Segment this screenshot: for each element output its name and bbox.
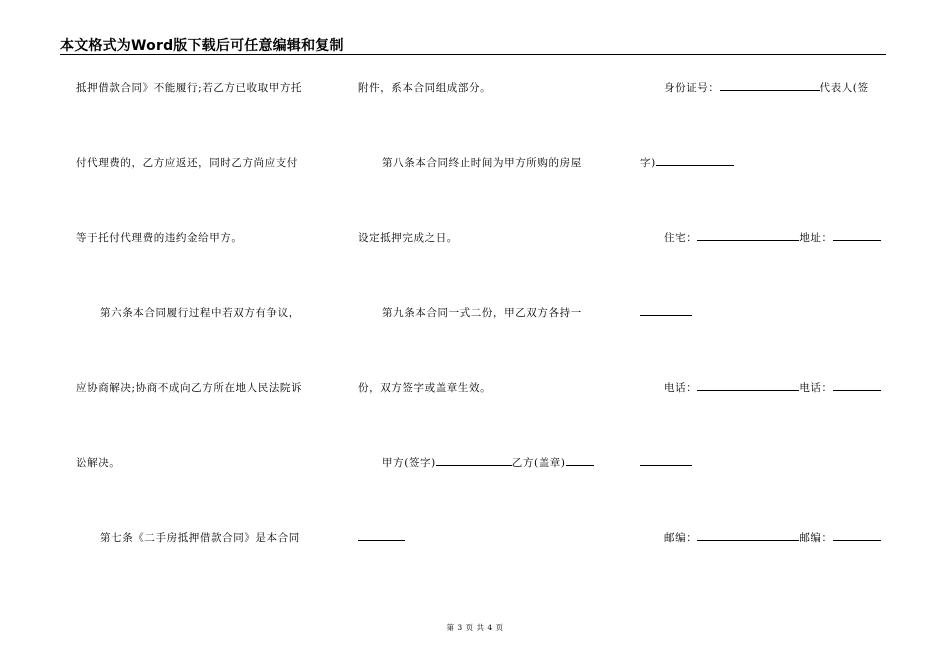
address-continuation-blank — [640, 305, 692, 316]
residence-label: 住宅： — [664, 232, 698, 244]
representative-sign-line — [640, 155, 734, 170]
page-number-footer: 第 3 页 共 4 页 — [446, 623, 504, 632]
col1-line-7: 第七条《二手房抵押借款合同》是本合同 — [100, 532, 300, 544]
address-label: 地址： — [799, 232, 833, 244]
postcode-label-1: 邮编： — [664, 532, 698, 544]
signature-line — [382, 455, 594, 470]
address-blank — [833, 230, 881, 241]
id-number-blank — [720, 80, 820, 91]
col1-line-1: 抵押借款合同》不能履行;若乙方已收取甲方托 — [76, 82, 303, 94]
representative-label: 代表人(签 — [819, 82, 869, 94]
phone-label-2: 电话： — [799, 382, 833, 394]
phone-continuation-blank — [640, 455, 692, 466]
phone-line — [664, 380, 881, 395]
party-b-seal-blank — [566, 455, 594, 466]
address-continuation-line — [640, 305, 692, 319]
header-divider — [60, 54, 886, 55]
col1-line-3: 等于托付代理费的违约金给甲方。 — [76, 232, 243, 244]
document-header-title: 本文格式为Word版下载后可任意编辑和复制 — [60, 38, 344, 54]
phone-blank-2 — [833, 380, 881, 391]
col1-line-4: 第六条本合同履行过程中若双方有争议， — [100, 307, 300, 319]
postcode-line — [664, 530, 881, 545]
col1-line-6: 讼解决。 — [76, 457, 121, 469]
phone-label-1: 电话： — [664, 382, 698, 394]
postcode-label-2: 邮编： — [799, 532, 833, 544]
col2-line-3: 设定抵押完成之日。 — [358, 232, 458, 244]
party-b-label: 乙方(盖章) — [511, 457, 566, 469]
postcode-blank-1 — [697, 530, 799, 541]
postcode-blank-2 — [833, 530, 881, 541]
col2-trailing-blank-line — [358, 530, 405, 544]
party-a-label: 甲方(签字) — [382, 457, 436, 469]
col1-line-5: 应协商解决;协商不成向乙方所在地人民法院诉 — [76, 382, 303, 394]
phone-continuation-line — [640, 455, 692, 469]
col2-line-2: 第八条本合同终止时间为甲方所购的房屋 — [382, 157, 582, 169]
residence-address-line — [664, 230, 881, 245]
representative-sign-blank — [656, 155, 734, 166]
id-number-line — [664, 80, 869, 95]
col2-line-4: 第九条本合同一式二份，甲乙双方各持一 — [382, 307, 582, 319]
residence-blank — [697, 230, 799, 241]
col2-line-1: 附件，系本合同组成部分。 — [358, 82, 492, 94]
col2-line-5: 份，双方签字或盖章生效。 — [358, 382, 492, 394]
id-number-label: 身份证号： — [664, 82, 720, 94]
sign-tail-label: 字) — [640, 157, 656, 169]
party-a-signature-blank — [436, 455, 512, 466]
col1-line-2: 付代理费的，乙方应返还，同时乙方尚应支付 — [76, 157, 298, 169]
phone-blank-1 — [697, 380, 799, 391]
trailing-blank — [358, 530, 405, 541]
